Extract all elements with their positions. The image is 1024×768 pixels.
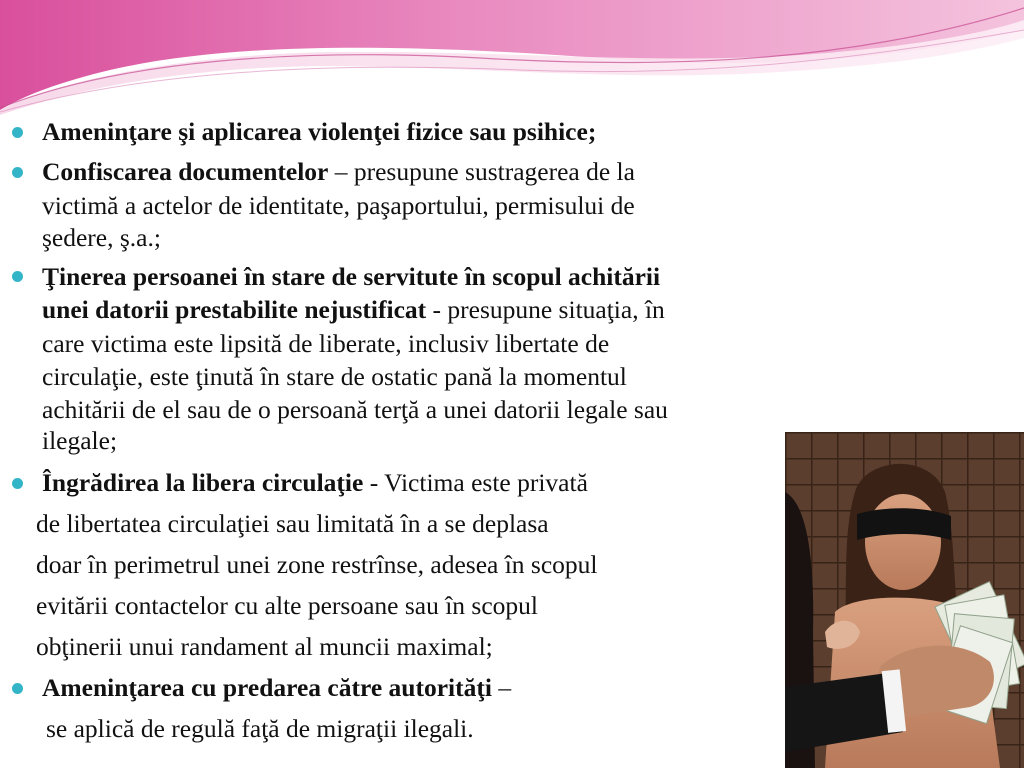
bullet-item-5: Ameninţarea cu predarea către autorităţi – — [42, 673, 512, 702]
bullet-item-2-continuation: şedere, ş.a.; — [42, 223, 161, 252]
bullet-item-3-line-2: unei datorii prestabilite nejustificat - presupune situaţia, în — [42, 295, 665, 324]
bullet-item-4-continuation: doar în perimetrul unei zone restrînse, adesea în scopul — [36, 550, 598, 579]
bullet-item-4-continuation: obţinerii unui randament al muncii maximal; — [36, 632, 493, 661]
bullet-item-2: Confiscarea documentelor – presupune sustragerea de la — [42, 157, 635, 186]
bullet-item-4: Îngrădirea la libera circulaţie - Victima este privată — [42, 468, 588, 497]
bullet-item-3: Ţinerea persoanei în stare de servitute în scopul achitării — [42, 262, 661, 291]
bullet-item-3-continuation: achitării de el sau de o persoană terţă a unei datorii legale sau — [42, 395, 668, 424]
bullet-item-2-continuation: victimă a actelor de identitate, paşaportului, permisului de — [42, 191, 635, 220]
bullet-icon — [12, 127, 23, 138]
bullet-item-1: Ameninţare şi aplicarea violenţei fizice sau psihice; — [42, 117, 597, 146]
bullet-icon — [12, 271, 23, 282]
bullet-icon — [12, 167, 23, 178]
bullet-icon — [12, 478, 23, 489]
bullet-item-4-continuation: evitării contactelor cu alte persoane sau în scopul — [36, 591, 539, 620]
blindfolded-person-holding-money-photo — [785, 432, 1024, 768]
bullet-item-3-continuation: care victima este lipsită de liberate, inclusiv libertate de — [42, 329, 610, 358]
bullet-item-5-continuation: se aplică de regulă faţă de migraţii ilegali. — [46, 714, 474, 743]
bullet-item-4-continuation: de libertatea circulaţiei sau limitată în a se deplasa — [36, 509, 549, 538]
bullet-item-3-continuation: circulaţie, este ţinută în stare de ostatic pană la momentul — [42, 362, 627, 391]
bullet-icon — [12, 683, 23, 694]
bullet-item-3-continuation: ilegale; — [42, 426, 118, 455]
